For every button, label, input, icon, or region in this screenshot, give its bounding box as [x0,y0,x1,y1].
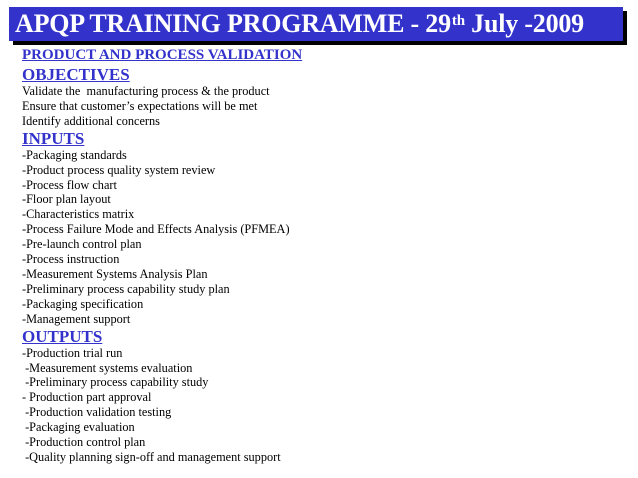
title-bar [9,7,623,41]
output-item: -Measurement systems evaluation [22,360,193,375]
title-main: APQP TRAINING PROGRAMME - 29 [15,9,451,38]
section-title: PRODUCT AND PROCESS VALIDATION [22,47,303,63]
input-item: -Measurement Systems Analysis Plan [22,266,208,281]
output-item: -Production control plan [22,435,146,450]
objective-item: Validate the manufacturing process & the product [22,84,270,98]
objectives-list [22,84,622,129]
input-item: -Process flow chart [22,177,117,192]
page-title [15,9,584,39]
slide-content [22,46,622,465]
inputs-heading: INPUTS [22,128,85,148]
objective-item: Ensure that customer’s expectations will be met [22,98,258,113]
objectives-heading: OBJECTIVES [22,65,130,84]
objective-item: Identify additional concerns [22,113,160,128]
output-item: - Production part approval [22,390,152,405]
input-item: -Process Failure Mode and Effects Analysis (PFMEA) [22,222,290,237]
title-superscript: th [451,13,465,29]
outputs-list [22,346,622,465]
input-item: -Preliminary process capability study plan [22,281,230,296]
output-item: -Production validation testing [22,405,172,420]
input-item: -Pre-launch control plan [22,237,142,252]
input-item: -Management support [22,311,131,326]
input-item: -Product process quality system review [22,162,216,177]
title-tail: July -2009 [464,9,584,38]
output-item: -Quality planning sign-off and management support [22,449,281,464]
input-item: -Packaging standards [22,147,127,162]
input-item: -Characteristics matrix [22,207,135,222]
input-item: -Packaging specification [22,296,144,311]
output-item: -Packaging evaluation [22,420,135,435]
output-item: -Production trial run [22,345,123,360]
input-item: -Floor plan layout [22,192,111,207]
input-item: -Process instruction [22,252,120,267]
inputs-list [22,148,622,327]
outputs-heading: OUTPUTS [22,326,103,346]
output-item: -Preliminary process capability study [22,375,209,390]
